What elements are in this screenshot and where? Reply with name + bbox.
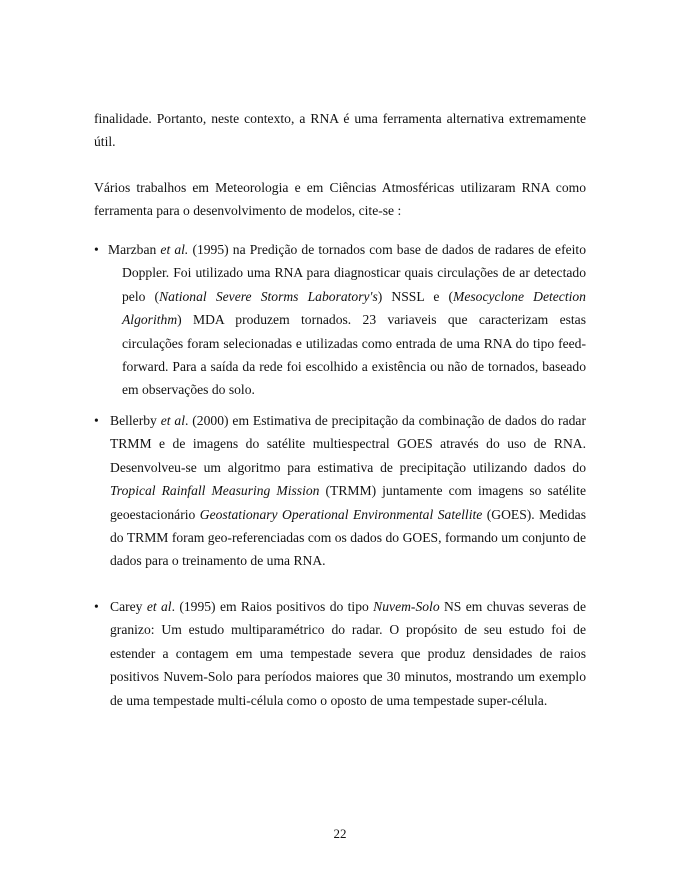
text-run: (TRMM) juntamente com imagens so satélite geoestacionário bbox=[110, 483, 586, 522]
text-run: . (2000) em Estimativa de precipitação da combinação de dados do radar TRMM e de imagens do satélite multiespectral GOES através do uso de RNA. Desenvolveu-se um algoritmo para estimativa de precipitação utilizando dados do bbox=[110, 413, 586, 475]
list-item bbox=[94, 595, 586, 712]
paragraph-continuation: finalidade. Portanto, neste contexto, a RNA é uma ferramenta alternativa extremamente útil. bbox=[94, 111, 586, 150]
text-run-italic: et al bbox=[146, 599, 172, 614]
text-run-italic: Geostationary Operational Environmental Satellite bbox=[199, 506, 483, 522]
text-run: . (1995) em Raios positivos do tipo bbox=[171, 599, 374, 614]
text-run-italic: Tropical Rainfall Measuring Mission bbox=[110, 483, 320, 499]
text-run: (1995) na Predição de tornados com base de dados de radares de efeito Doppler. Foi utilizado uma RNA para diagnosticar quais circulações de ar detectado pelo ( bbox=[122, 242, 586, 304]
text-run-italic: et al. bbox=[160, 242, 189, 257]
list-item-text bbox=[108, 238, 586, 402]
bullet-icon: • bbox=[94, 242, 99, 257]
page-number: 22 bbox=[333, 826, 347, 841]
text-run: (GOES). Medidas do TRMM foram geo-referenciadas com os dados do GOES, formando um conjunto de dados para o treinamento de uma RNA. bbox=[110, 506, 586, 569]
text-run-italic: Mesocyclone Detection Algorithm bbox=[122, 288, 586, 328]
text-run: ) MDA produzem tornados. 23 variaveis que caracterizam estas circulações foram selecionadas e utilizadas como entrada de uma RNA do tipo feed-forward. Para a saída da rede foi escolhido a existência ou não de tornados, baseado em observações do solo. bbox=[122, 312, 586, 398]
list-item bbox=[94, 409, 586, 573]
paragraph-intro: Vários trabalhos em Meteorologia e em Ciências Atmosféricas utilizaram RNA como ferramenta para o desenvolvimento de modelos, cite-se : bbox=[94, 180, 586, 219]
list-item-text bbox=[110, 409, 586, 573]
text-run-italic: et al bbox=[160, 413, 185, 428]
list-item bbox=[94, 238, 586, 402]
text-run: ) NSSL e ( bbox=[377, 288, 454, 304]
bullet-icon: • bbox=[94, 413, 99, 428]
text-run: NS em chuvas severas de granizo: Um estudo multiparamétrico do radar. O propósito de seu estudo foi de estender a contagem em uma tempestade severa que produz densidades de raios positivos Nuvem-Solo para períodos maiores que 30 minutos, mostrando um exemplo de uma tempestade multi-célula como o oposto de uma tempestade super-célula. bbox=[110, 599, 587, 708]
text-run: Bellerby bbox=[110, 413, 161, 428]
text-run: Marzban bbox=[108, 242, 161, 257]
text-run-italic: National Severe Storms Laboratory's bbox=[159, 288, 378, 304]
bullet-icon: • bbox=[94, 599, 99, 614]
text-run-italic: Nuvem-Solo bbox=[373, 599, 440, 614]
text-run: Carey bbox=[110, 599, 147, 614]
list-item-text bbox=[110, 595, 586, 712]
